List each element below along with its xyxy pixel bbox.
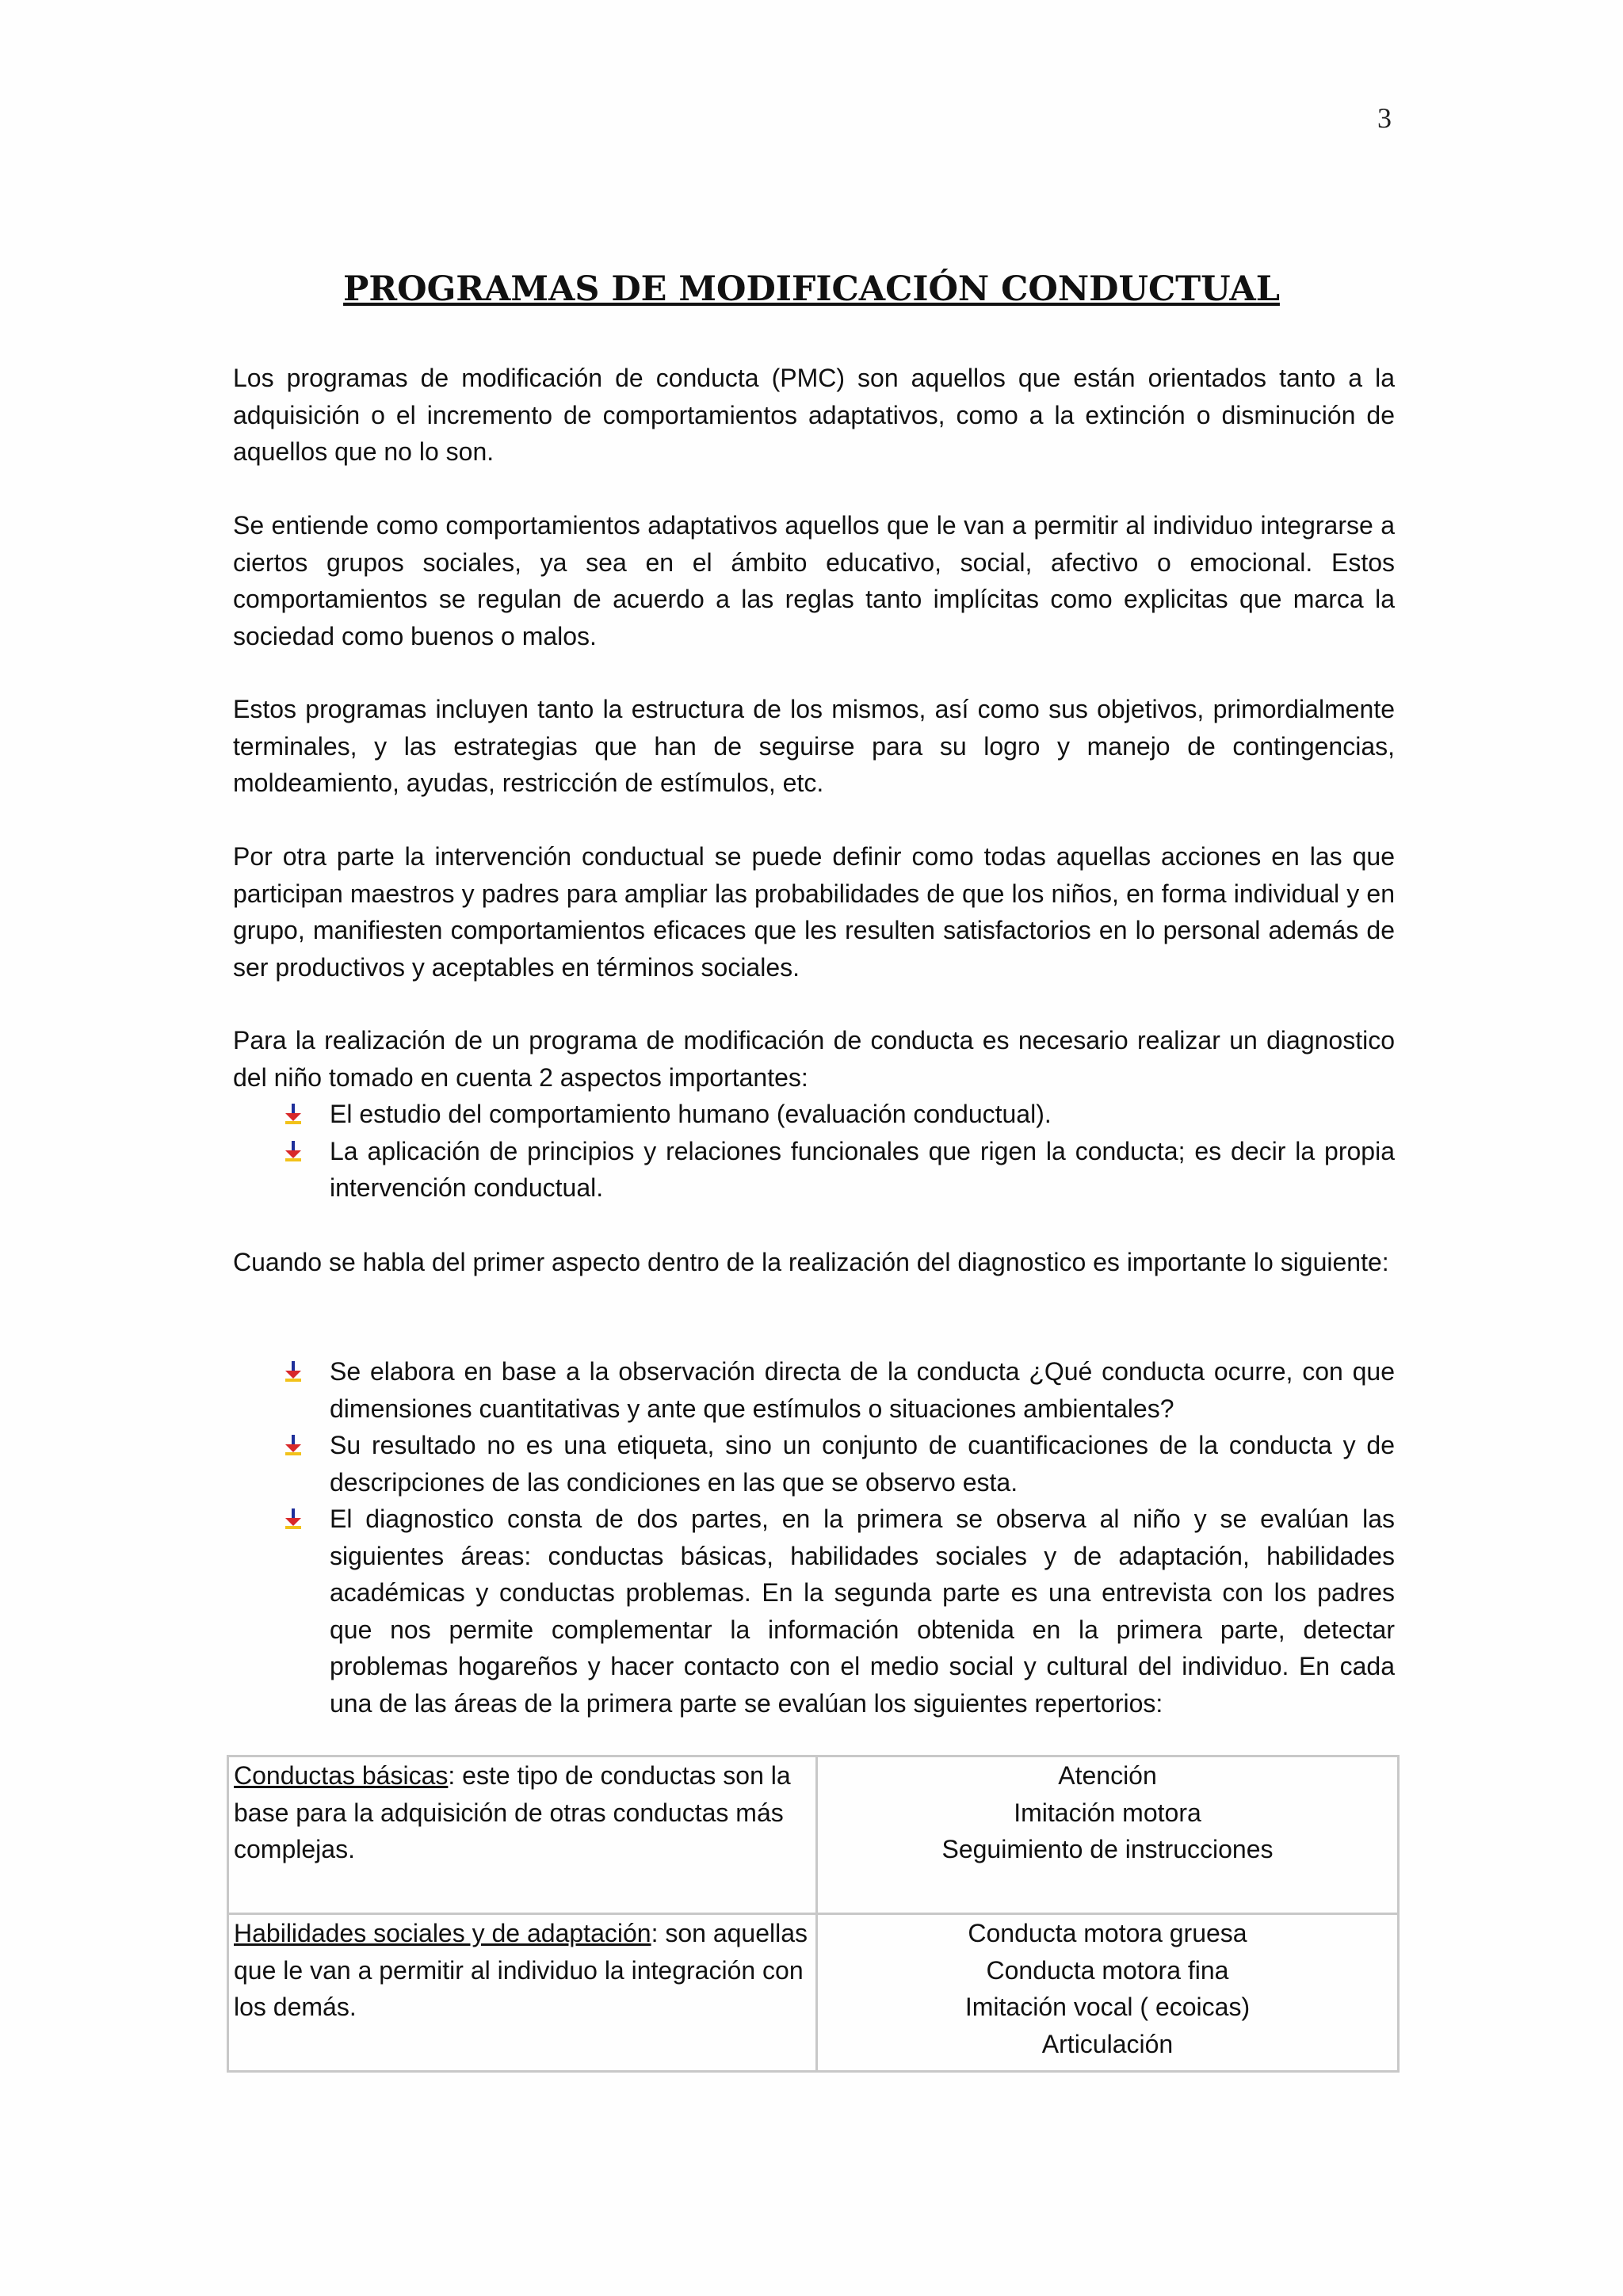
list-item — [233, 1353, 1395, 1427]
table-term: Habilidades sociales y de adaptación — [234, 1919, 651, 1947]
table-cell-items — [817, 1756, 1399, 1914]
table-desc: : son aquellas que le van a permitir al individuo la integración con los demás. — [234, 1919, 808, 2021]
bullet-text: El estudio del comportamiento humano (evaluación conductual). — [330, 1100, 1052, 1128]
table-cell-items — [817, 1914, 1399, 2072]
table-item: Seguimiento de instrucciones — [941, 1835, 1274, 1863]
bullet-text: El diagnostico consta de dos partes, en la primera se observa al niño y se evalúan las siguientes áreas: conductas básicas, habilidades sociales y de adaptación, habilidades académicas y conductas problemas. En la segunda parte es una entrevista con los padres que nos permite complementar la información obtenida en la primera parte, detectar problemas hogareños y hacer contacto con el medio social y cultural del individuo. En cada una de las áreas de la primera parte se evalúan los siguientes repertorios: — [330, 1505, 1395, 1718]
paragraph-5: Para la realización de un programa de modificación de conducta es necesario realizar un diagnostico del niño tomado en cuenta 2 aspectos importantes: — [233, 1026, 1395, 1092]
paragraph-3: Estos programas incluyen tanto la estructura de los mismos, así como sus objetivos, primordialmente terminales, y las estrategias que han de seguirse para su logro y manejo de contingencias, moldeamiento, ayudas, restricción de estímulos, etc. — [233, 695, 1395, 797]
bullet-text: Su resultado no es una etiqueta, sino un conjunto de cuantificaciones de la conducta y de descripciones de las condiciones en las que se observo esta. — [330, 1431, 1395, 1497]
document-title: PROGRAMAS DE MODIFICACIÓN CONDUCTUAL — [343, 269, 1280, 309]
table-row — [228, 1756, 1399, 1914]
table-item: Imitación motora — [1014, 1798, 1201, 1827]
bullet-text: Se elabora en base a la observación directa de la conducta ¿Qué conducta ocurre, con que dimensiones cuantitativas y ante que estímulos o situaciones ambientales? — [330, 1357, 1395, 1423]
arrow-bullet-icon — [284, 1141, 303, 1161]
arrow-bullet-icon — [284, 1508, 303, 1529]
table-item: Conducta motora gruesa — [968, 1919, 1247, 1947]
paragraph-4: Por otra parte la intervención conductual se puede definir como todas aquellas acciones en las que participan maestros y padres para ampliar las probabilidades de que los niños, en forma individual y en grupo, manifiesten comportamientos eficaces que les resulten satisfactorios en lo personal además de ser productivos y aceptables en términos sociales. — [233, 842, 1395, 982]
table-desc: : este tipo de conductas son la base para la adquisición de otras conductas más complejas. — [234, 1761, 791, 1863]
paragraph-2: Se entiende como comportamientos adaptativos aquellos que le van a permitir al individuo integrarse a ciertos grupos sociales, ya sea en el ámbito educativo, social, afectivo o emocional. Estos comportamientos se regulan de acuerdo a las reglas tanto implícitas como explicitas que marca la sociedad como buenos o malos. — [233, 511, 1395, 650]
list-item — [233, 1096, 1395, 1133]
arrow-bullet-icon — [284, 1104, 303, 1124]
table-row — [228, 1914, 1399, 2072]
bullet-list-aspects — [233, 1096, 1395, 1207]
paragraph-6: Cuando se habla del primer aspecto dentro de la realización del diagnostico es importante lo siguiente: — [233, 1248, 1389, 1276]
list-item — [233, 1501, 1395, 1722]
page-number: 3 — [1377, 102, 1392, 134]
paragraph-1: Los programas de modificación de conducta (PMC) son aquellos que están orientados tanto a la adquisición o el incremento de comportamientos adaptativos, como a la extinción o disminución de aquellos que no lo son. — [233, 364, 1395, 466]
table-item: Conducta motora fina — [986, 1955, 1229, 1985]
table-item: Articulación — [1041, 2029, 1174, 2058]
arrow-bullet-icon — [284, 1361, 303, 1382]
bullet-text: La aplicación de principios y relaciones funcionales que rigen la conducta; es decir la propia intervención conductual. — [330, 1136, 1395, 1202]
bullet-list-diagnosis — [233, 1353, 1395, 1722]
list-item — [233, 1133, 1395, 1207]
repertoire-table — [227, 1755, 1400, 2073]
list-item — [233, 1427, 1395, 1501]
arrow-bullet-icon — [284, 1435, 303, 1455]
table-cell-description — [228, 1756, 817, 1914]
table-cell-description — [228, 1914, 817, 2072]
table-item: Atención — [1058, 1761, 1157, 1790]
table-term: Conductas básicas — [234, 1761, 449, 1790]
table-item: Imitación vocal ( ecoicas) — [964, 1993, 1251, 2021]
